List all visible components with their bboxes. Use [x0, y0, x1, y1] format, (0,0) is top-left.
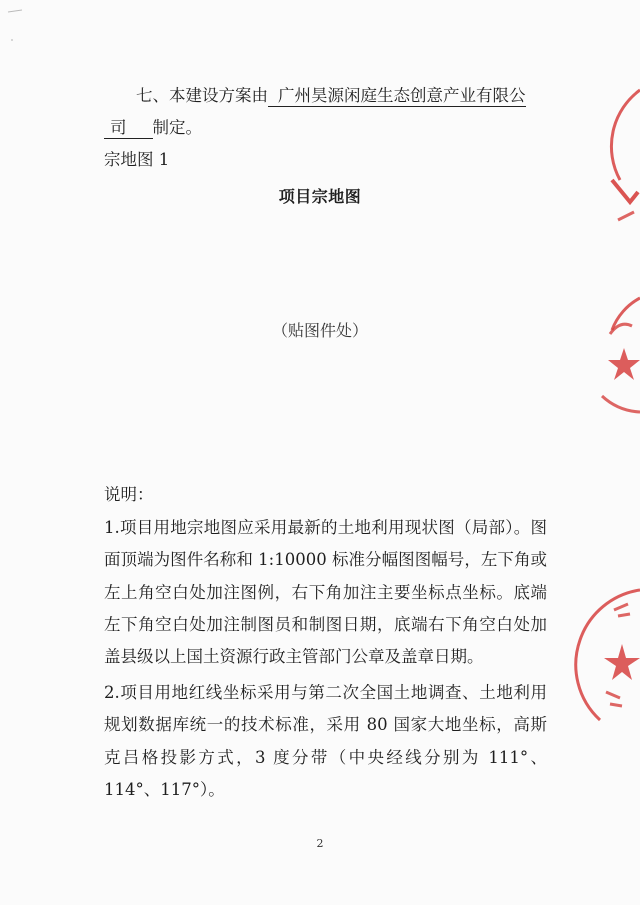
- company-name-part2: 司: [104, 118, 153, 139]
- note-item-1: 1.项目用地宗地图应采用最新的土地利用现状图（局部）。图面顶端为图件名称和 1:10000 标准分幅图图幅号，左下角或左上角空白处加注图例，右下角加注主要坐标点坐标。底端左下角空白处加注制图员和制图日期，底端右下角空白处加盖县级以上国土资源行政主管部门公章及盖章日期。: [104, 518, 547, 667]
- note-item-2: 2.项目用地红线坐标采用与第二次全国土地调查、土地利用规划数据库统一的技术标准，采用 80 国家大地坐标，高斯克吕格投影方式，3 度分带（中央经线分别为 111°、114°、117°）。: [104, 683, 547, 799]
- scan-mark: [0, 0, 60, 60]
- clause-seven: [136, 86, 526, 106]
- attachment-label: 宗地图 1: [104, 150, 170, 169]
- notes-heading: 说明：: [104, 485, 154, 504]
- map-title: 项目宗地图: [278, 187, 362, 206]
- paste-placeholder: （贴图件处）: [271, 321, 368, 340]
- seal-fragment-middle: [590, 290, 640, 420]
- clause-seven-suffix: 制定。: [152, 118, 202, 137]
- clause-seven-prefix: 七、本建设方案由: [136, 86, 268, 105]
- company-name-part1: 广州昊源闲庭生态创意产业有限公: [268, 86, 526, 107]
- seal-fragment-bottom: [570, 580, 640, 740]
- clause-seven-continued: [104, 118, 202, 138]
- seal-fragment-top: [590, 80, 640, 230]
- page-number: 2: [316, 837, 324, 850]
